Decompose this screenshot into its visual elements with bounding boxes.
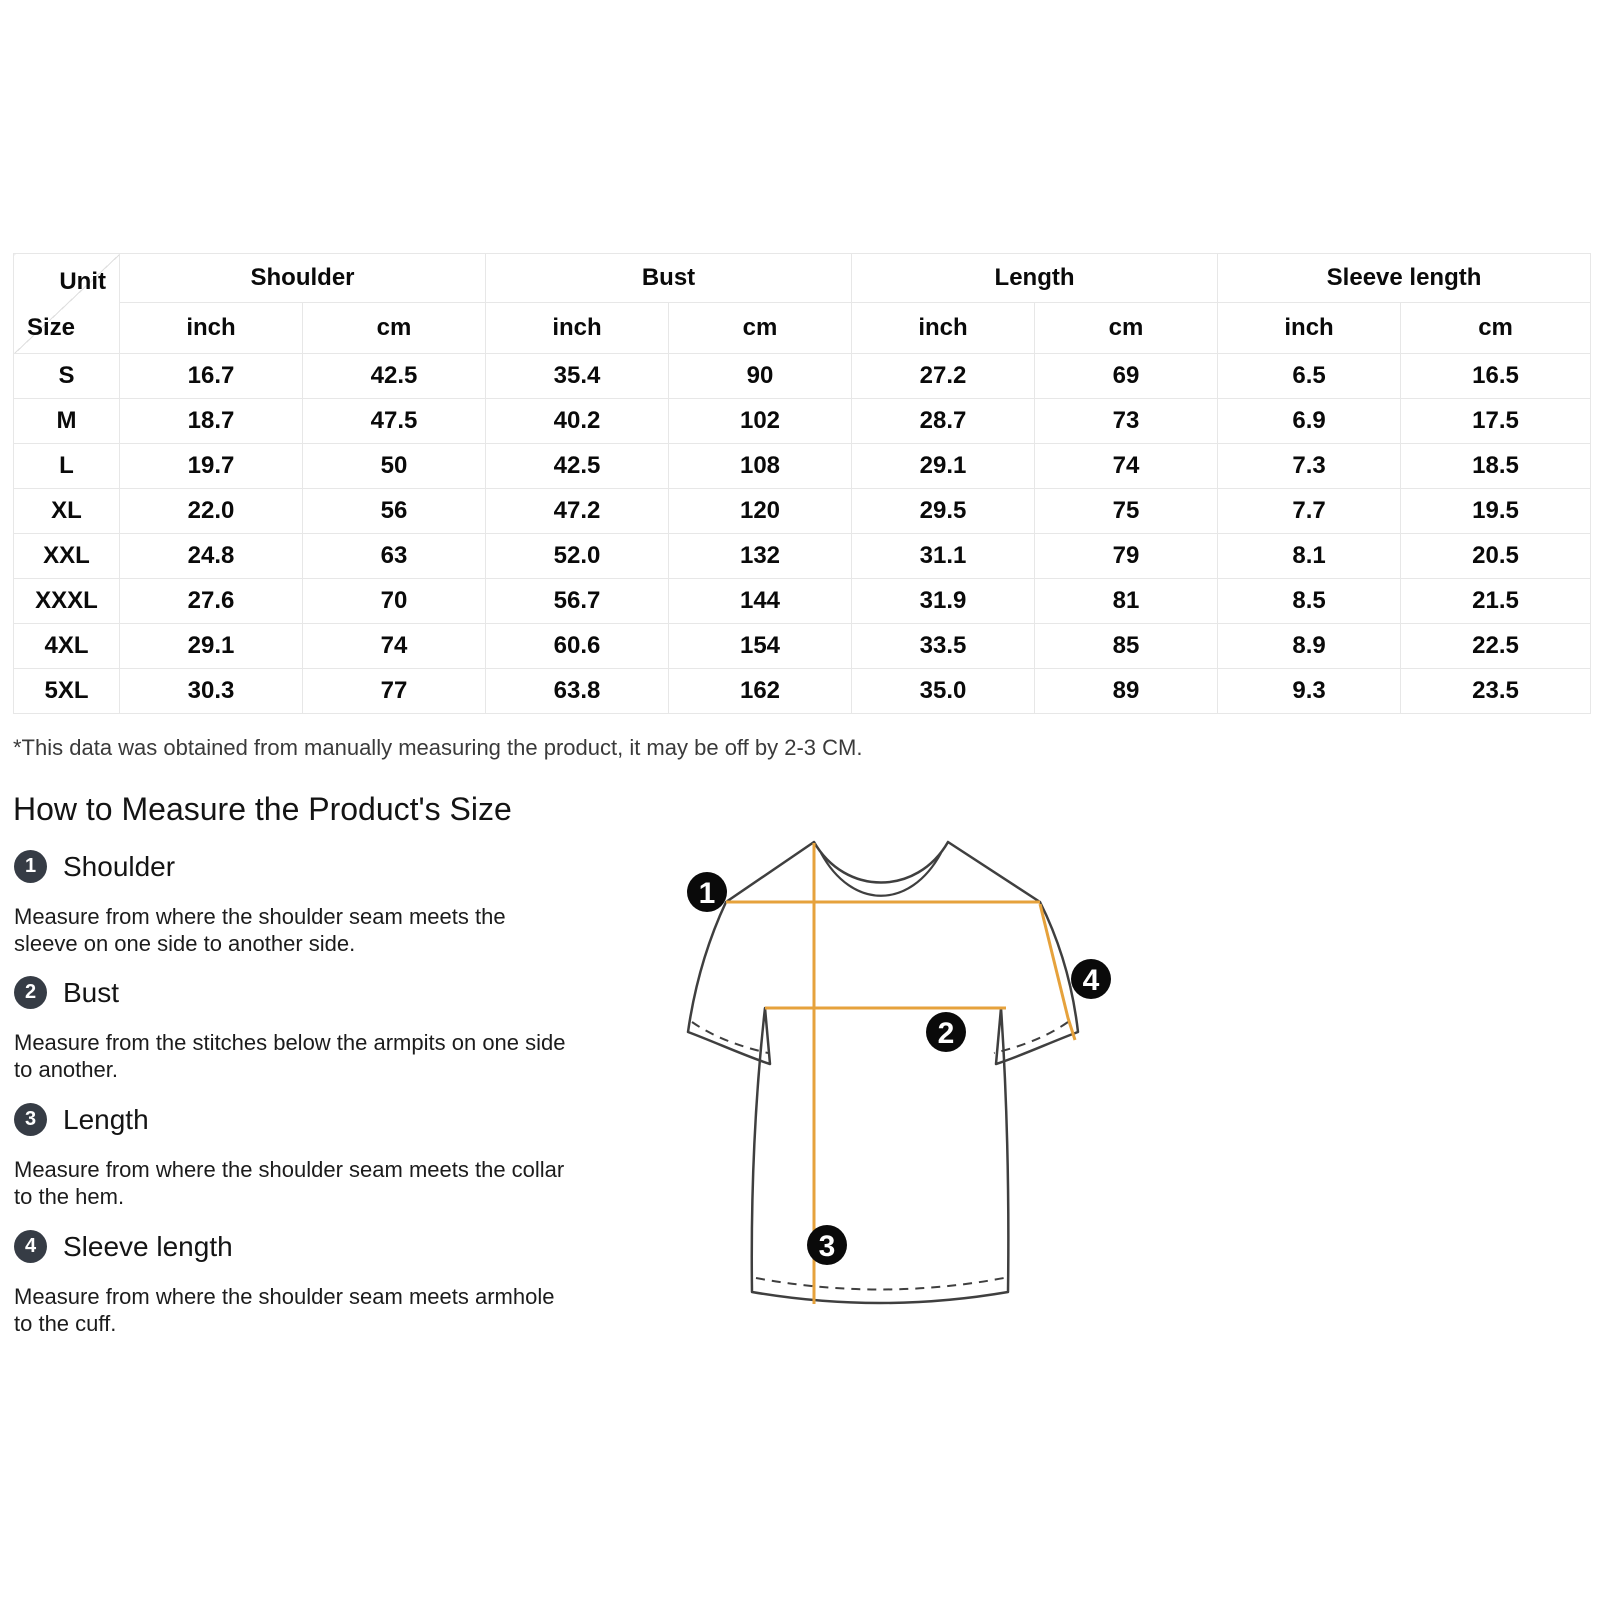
marker-3 <box>807 1225 847 1265</box>
measurement-cell: 102 <box>669 399 852 444</box>
step-3-badge: 3 <box>14 1103 47 1136</box>
size-label: XXL <box>14 534 120 579</box>
measurement-cell: 31.1 <box>852 534 1035 579</box>
measurement-cell: 21.5 <box>1401 579 1591 624</box>
measurement-cell: 90 <box>669 354 852 399</box>
measurement-cell: 73 <box>1035 399 1218 444</box>
measurement-cell: 47.2 <box>486 489 669 534</box>
measurement-cell: 52.0 <box>486 534 669 579</box>
table-footnote: *This data was obtained from manually measuring the product, it may be off by 2-3 CM. <box>13 735 863 760</box>
measurement-cell: 20.5 <box>1401 534 1591 579</box>
measurement-cell: 144 <box>669 579 852 624</box>
size-label: M <box>14 399 120 444</box>
measurement-cell: 16.5 <box>1401 354 1591 399</box>
size-row-s <box>14 354 1591 399</box>
guide-item-shoulder <box>14 850 175 883</box>
size-label: L <box>14 444 120 489</box>
measurement-cell: 81 <box>1035 579 1218 624</box>
guide-item-title: Bust <box>63 976 120 1008</box>
measurement-cell: 56.7 <box>486 579 669 624</box>
guide-item-sleeve-length <box>14 1230 233 1263</box>
measurement-cell: 29.5 <box>852 489 1035 534</box>
measurement-cell: 7.3 <box>1218 444 1401 489</box>
table-group-header-row <box>14 254 1591 303</box>
group-header-bust: Bust <box>486 254 852 303</box>
measurement-cell: 29.1 <box>120 624 303 669</box>
measurement-cell: 85 <box>1035 624 1218 669</box>
unit-header: cm <box>669 303 852 354</box>
measurement-cell: 63 <box>303 534 486 579</box>
step-2-badge: 2 <box>14 976 47 1009</box>
unit-size-corner-cell <box>14 254 120 354</box>
size-row-4xl <box>14 624 1591 669</box>
measurement-cell: 19.5 <box>1401 489 1591 534</box>
size-chart-table <box>13 253 1591 714</box>
group-header-shoulder: Shoulder <box>120 254 486 303</box>
measurement-cell: 40.2 <box>486 399 669 444</box>
measurement-cell: 18.7 <box>120 399 303 444</box>
measurement-cell: 27.6 <box>120 579 303 624</box>
measurement-cell: 35.4 <box>486 354 669 399</box>
measurement-cell: 9.3 <box>1218 669 1401 714</box>
unit-header: cm <box>1401 303 1591 354</box>
guide-item-description: Measure from where the shoulder seam meets armhole to the cuff. <box>14 1284 555 1336</box>
svg-text:2: 2 <box>937 1017 955 1050</box>
size-row-xl <box>14 489 1591 534</box>
measurement-cell: 108 <box>669 444 852 489</box>
step-4-badge: 4 <box>14 1230 47 1263</box>
tshirt-outline <box>688 842 1078 1303</box>
guide-item-title: Length <box>63 1103 149 1135</box>
measurement-cell: 28.7 <box>852 399 1035 444</box>
measurement-cell: 8.9 <box>1218 624 1401 669</box>
measurement-cell: 6.5 <box>1218 354 1401 399</box>
measurement-cell: 42.5 <box>303 354 486 399</box>
corner-unit-label: Unit <box>59 268 106 295</box>
size-label: 4XL <box>14 624 120 669</box>
measurement-cell: 7.7 <box>1218 489 1401 534</box>
measurement-cell: 154 <box>669 624 852 669</box>
size-row-xxxl <box>14 579 1591 624</box>
measurement-cell: 74 <box>303 624 486 669</box>
marker-2 <box>926 1012 966 1052</box>
measurement-cell: 16.7 <box>120 354 303 399</box>
marker-4 <box>1071 959 1111 999</box>
measurement-cell: 23.5 <box>1401 669 1591 714</box>
measurement-cell: 22.0 <box>120 489 303 534</box>
size-row-l <box>14 444 1591 489</box>
measurement-cell: 6.9 <box>1218 399 1401 444</box>
measurement-cell: 35.0 <box>852 669 1035 714</box>
measurement-cell: 74 <box>1035 444 1218 489</box>
measurement-cell: 24.8 <box>120 534 303 579</box>
measurement-cell: 63.8 <box>486 669 669 714</box>
guide-item-title: Sleeve length <box>63 1230 233 1262</box>
guide-item-description: Measure from where the shoulder seam meets the collar to the hem. <box>14 1157 565 1209</box>
corner-size-label: Size <box>27 314 76 341</box>
guide-item-description: Measure from where the shoulder seam meets the sleeve on one side to another side. <box>14 904 506 956</box>
tshirt-measurement-diagram <box>600 780 1160 1340</box>
guide-item-bust <box>14 976 119 1009</box>
unit-header: inch <box>1218 303 1401 354</box>
guide-section-heading: How to Measure the Product's Size <box>13 791 512 827</box>
measurement-cell: 19.7 <box>120 444 303 489</box>
measurement-cell: 132 <box>669 534 852 579</box>
measurement-cell: 70 <box>303 579 486 624</box>
unit-header: inch <box>120 303 303 354</box>
measurement-cell: 33.5 <box>852 624 1035 669</box>
measurement-cell: 89 <box>1035 669 1218 714</box>
measurement-cell: 47.5 <box>303 399 486 444</box>
size-label: S <box>14 354 120 399</box>
size-label: 5XL <box>14 669 120 714</box>
unit-header: inch <box>486 303 669 354</box>
guide-item-length <box>14 1103 149 1136</box>
marker-1 <box>687 872 727 912</box>
guide-item-description: Measure from the stitches below the armpits on one side to another. <box>14 1030 566 1082</box>
measurement-cell: 17.5 <box>1401 399 1591 444</box>
size-label: XL <box>14 489 120 534</box>
measurement-cell: 29.1 <box>852 444 1035 489</box>
measurement-cell: 69 <box>1035 354 1218 399</box>
size-row-xxl <box>14 534 1591 579</box>
measurement-cell: 77 <box>303 669 486 714</box>
measurement-cell: 56 <box>303 489 486 534</box>
unit-header: inch <box>852 303 1035 354</box>
measurement-cell: 60.6 <box>486 624 669 669</box>
svg-text:3: 3 <box>818 1230 836 1263</box>
group-header-length: Length <box>852 254 1218 303</box>
measurement-cell: 162 <box>669 669 852 714</box>
unit-header: cm <box>1035 303 1218 354</box>
measurement-cell: 27.2 <box>852 354 1035 399</box>
size-row-5xl <box>14 669 1591 714</box>
group-header-sleeve-length: Sleeve length <box>1218 254 1591 303</box>
measurement-cell: 8.5 <box>1218 579 1401 624</box>
measurement-cell: 18.5 <box>1401 444 1591 489</box>
measurement-cell: 42.5 <box>486 444 669 489</box>
svg-text:4: 4 <box>1082 964 1100 997</box>
measurement-cell: 31.9 <box>852 579 1035 624</box>
size-label: XXXL <box>14 579 120 624</box>
unit-header: cm <box>303 303 486 354</box>
measurement-cell: 75 <box>1035 489 1218 534</box>
measurement-cell: 8.1 <box>1218 534 1401 579</box>
table-unit-header-row <box>14 303 1591 354</box>
size-row-m <box>14 399 1591 444</box>
measurement-cell: 22.5 <box>1401 624 1591 669</box>
svg-text:1: 1 <box>698 877 716 910</box>
guide-item-title: Shoulder <box>63 850 176 882</box>
measurement-cell: 30.3 <box>120 669 303 714</box>
step-1-badge: 1 <box>14 850 47 883</box>
measurement-cell: 50 <box>303 444 486 489</box>
measurement-cell: 79 <box>1035 534 1218 579</box>
measurement-cell: 120 <box>669 489 852 534</box>
